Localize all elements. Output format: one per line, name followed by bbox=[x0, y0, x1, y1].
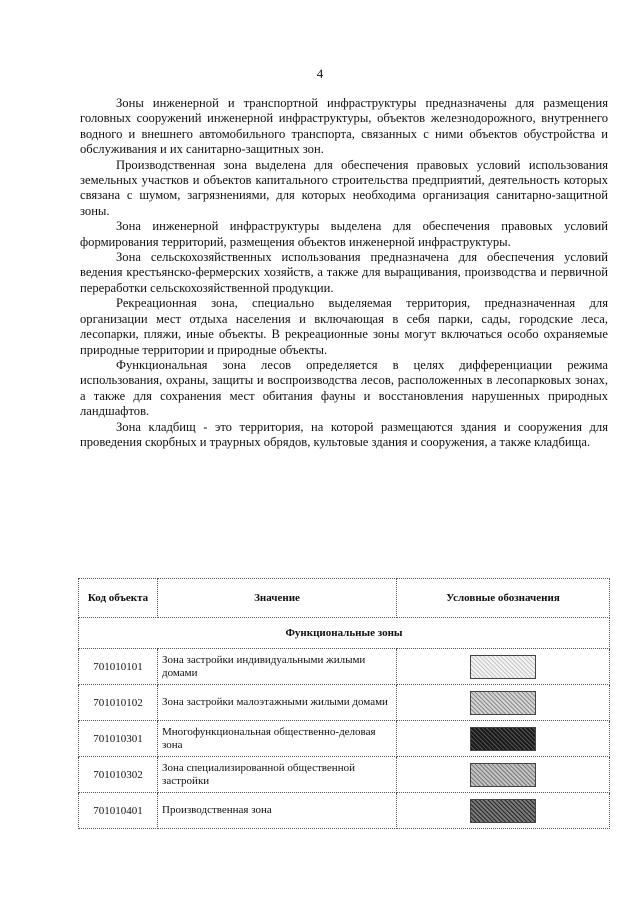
table-row bbox=[79, 793, 610, 829]
legend-symbol-cell bbox=[397, 649, 610, 685]
section-row bbox=[79, 618, 610, 649]
table-row bbox=[79, 757, 610, 793]
header-code: Код объекта bbox=[79, 579, 158, 618]
object-meaning: Зона специализированной общественной застройки bbox=[158, 757, 397, 793]
section-title: Функциональные зоны bbox=[79, 618, 610, 649]
paragraph-engineering-transport-zones: Зоны инженерной и транспортной инфраструктуры предназначены для размещения головных сооружений инженерной инфраструктуры, объектов железнодорожного, внутреннего водного и внешнего автомобильного транспорта, связанных с ними объектов обустройства и обслуживания и их санитарно-защитных зон. bbox=[80, 96, 608, 157]
table-row bbox=[79, 721, 610, 757]
table-row bbox=[79, 685, 610, 721]
hatch-pattern-icon bbox=[470, 727, 536, 751]
paragraph-forest-zone: Функциональная зона лесов определяется в целях дифференциации режима использования, охраны, защиты и воспроизводства лесов, расположенных в лесопарковых зонах, а также для сохранения мест обитания фауны и восстановления нарушенных природных ландшафтов. bbox=[80, 357, 608, 419]
paragraph-agricultural-zone: Зона сельскохозяйственных использования предназначена для обеспечения условий ведения крестьянско-фермерских хозяйств, а также для выращивания, производства и первичной переработки сельскохозяйственной продукции. bbox=[80, 250, 608, 295]
header-symbol: Условные обозначения bbox=[397, 579, 610, 618]
paragraph-engineering-infrastructure-zone: Зона инженерной инфраструктуры выделена для обеспечения правовых условий формирования территорий, размещения объектов инженерной инфраструктуры. bbox=[80, 219, 608, 249]
object-meaning: Многофункциональная общественно-деловая зона bbox=[158, 721, 397, 757]
table-header-row bbox=[79, 579, 610, 618]
hatch-pattern-icon bbox=[470, 799, 536, 823]
object-code: 701010401 bbox=[79, 793, 158, 829]
legend-symbol-cell bbox=[397, 721, 610, 757]
hatch-pattern-icon bbox=[470, 691, 536, 715]
document-body bbox=[80, 96, 608, 450]
object-code: 701010301 bbox=[79, 721, 158, 757]
object-meaning: Зона застройки малоэтажными жилыми домами bbox=[158, 685, 397, 721]
object-code: 701010102 bbox=[79, 685, 158, 721]
object-meaning: Производственная зона bbox=[158, 793, 397, 829]
legend-symbol-cell bbox=[397, 793, 610, 829]
legend-symbol-cell bbox=[397, 757, 610, 793]
legend-symbol-cell bbox=[397, 685, 610, 721]
header-meaning: Значение bbox=[158, 579, 397, 618]
table-row bbox=[79, 649, 610, 685]
hatch-pattern-icon bbox=[470, 655, 536, 679]
hatch-pattern-icon bbox=[470, 763, 536, 787]
page-number: 4 bbox=[316, 66, 324, 81]
paragraph-cemetery-zone: Зона кладбищ - это территория, на которой размещаются здания и сооружения для проведения скорбных и траурных обрядов, культовые здания и сооружения, а также кладбища. bbox=[80, 419, 608, 449]
object-meaning: Зона застройки индивидуальными жилыми домами bbox=[158, 649, 397, 685]
paragraph-production-zone: Производственная зона выделена для обеспечения правовых условий использования земельных участков и объектов капитального строительства предприятий, деятельность которых связана с шумом, загрязнениями, для которых необходима организация санитарно-защитной зоны. bbox=[80, 157, 608, 218]
zones-legend-table bbox=[78, 578, 610, 829]
object-code: 701010302 bbox=[79, 757, 158, 793]
paragraph-recreational-zone: Рекреационная зона, специально выделяемая территория, предназначенная для организации мест отдыха населения и включающая в себя парки, сады, городские леса, лесопарки, пляжи, иные объекты. В рекреационные зоны могут включаться особо охраняемые природные территории и природные объекты. bbox=[80, 296, 608, 357]
object-code: 701010101 bbox=[79, 649, 158, 685]
